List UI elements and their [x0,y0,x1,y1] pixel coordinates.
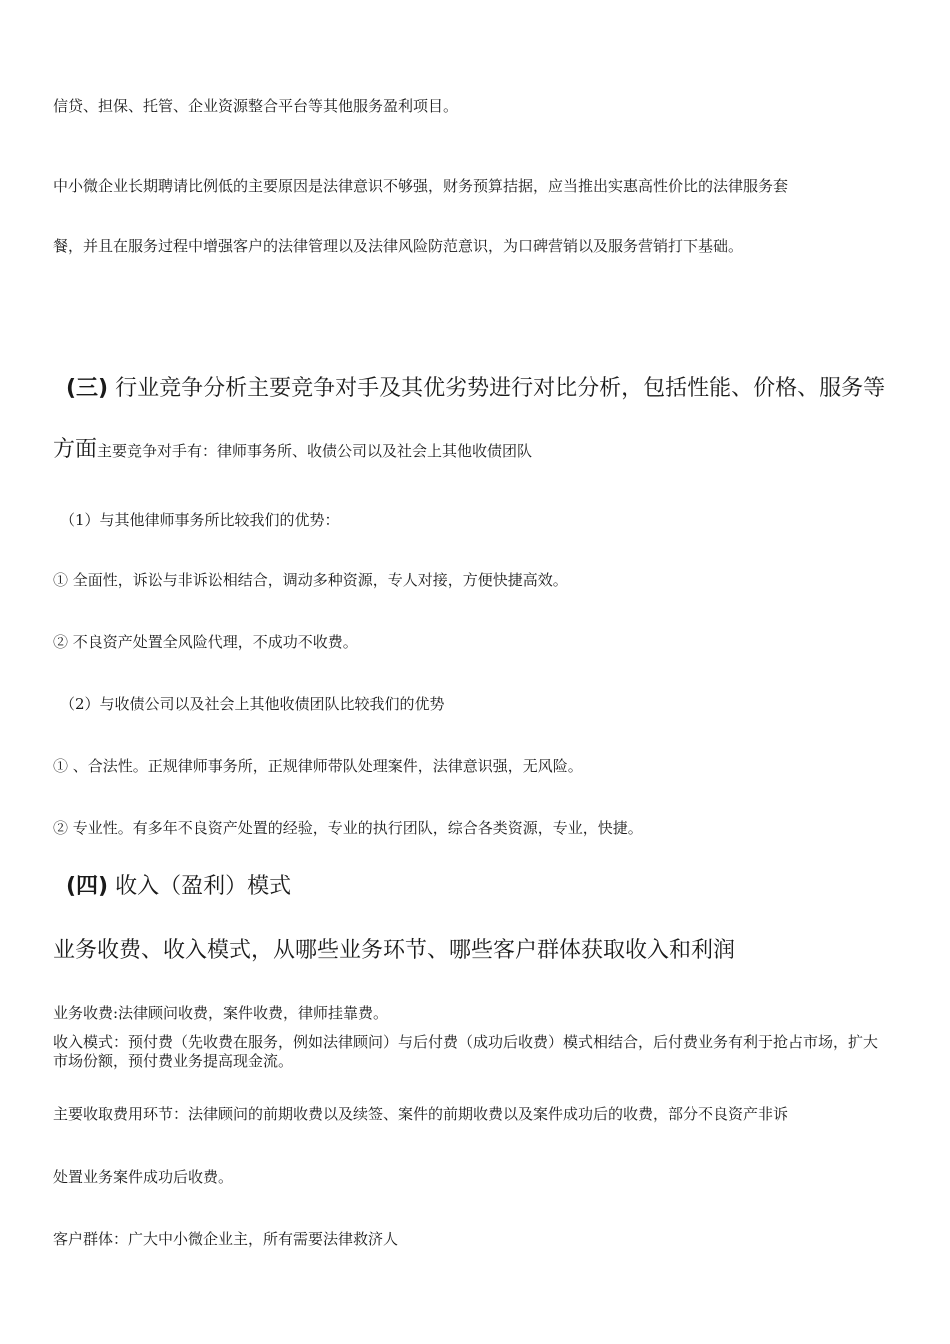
sub2-title: （2）与收债公司以及社会上其他收债团队比较我们的优势 [60,695,445,713]
paragraph-reason-line2: 餐，并且在服务过程中增强客户的法律管理以及法律风险防范意识，为口碑营销以及服务营销打下基础。 [53,237,744,255]
section4-heading [66,872,291,902]
sub1-item2: ② 不良资产处置全风险代理，不成功不收费。 [53,633,358,651]
sub1-title: （1）与其他律师事务所比较我们的优势： [60,511,340,529]
fee-stages-line2: 处置业务案件成功后收费。 [53,1168,234,1186]
section3-title-line2: 方面 [53,437,98,462]
sub1-item1: ① 全面性，诉讼与非诉讼相结合，调动多种资源，专人对接，方便快捷高效。 [53,571,568,589]
section4-title: 收入（盈利）模式 [115,874,292,899]
section3-title-line1: 行业竞争分析主要竞争对手及其优劣势进行对比分析，包括性能、价格、服务等 [115,376,886,401]
section3-line2 [53,437,533,462]
income-model-text: 收入模式：预付费（先收费在服务，例如法律顾问）与后付费（成功后收费）模式相结合，后付费业务有利于抢占市场，扩大市场份额，预付费业务提高现金流。 [53,1033,879,1070]
sub2-item1: ① 、合法性。正规律师事务所，正规律师带队处理案件，法律意识强，无风险。 [53,757,583,775]
sub2-item2: ② 专业性。有多年不良资产处置的经验，专业的执行团队，综合各类资源，专业，快捷。 [53,819,643,837]
section3-heading [66,374,885,404]
customer-groups-text: 客户群体：广大中小微企业主，所有需要法律救济人 [53,1230,399,1248]
paragraph-other-services: 信贷、担保、托管、企业资源整合平台等其他服务盈利项目。 [53,97,459,115]
section4-number: (四) [66,874,109,899]
fees-text: 业务收费:法律顾问收费，案件收费，律师挂靠费。 [53,1004,389,1022]
paragraph-reason-line1: 中小微企业长期聘请比例低的主要原因是法律意识不够强，财务预算拮据，应当推出实惠高性价比的法律服务套 [53,177,789,195]
section3-number: (三) [66,376,109,401]
competitors-text: 主要竞争对手有：律师事务所、收债公司以及社会上其他收债团队 [97,442,533,460]
fee-stages-line1: 主要收取费用环节：法律顾问的前期收费以及续签、案件的前期收费以及案件成功后的收费，部分不良资产非诉 [53,1105,789,1123]
revenue-subheading: 业务收费、收入模式，从哪些业务环节、哪些客户群体获取收入和利润 [53,938,736,963]
